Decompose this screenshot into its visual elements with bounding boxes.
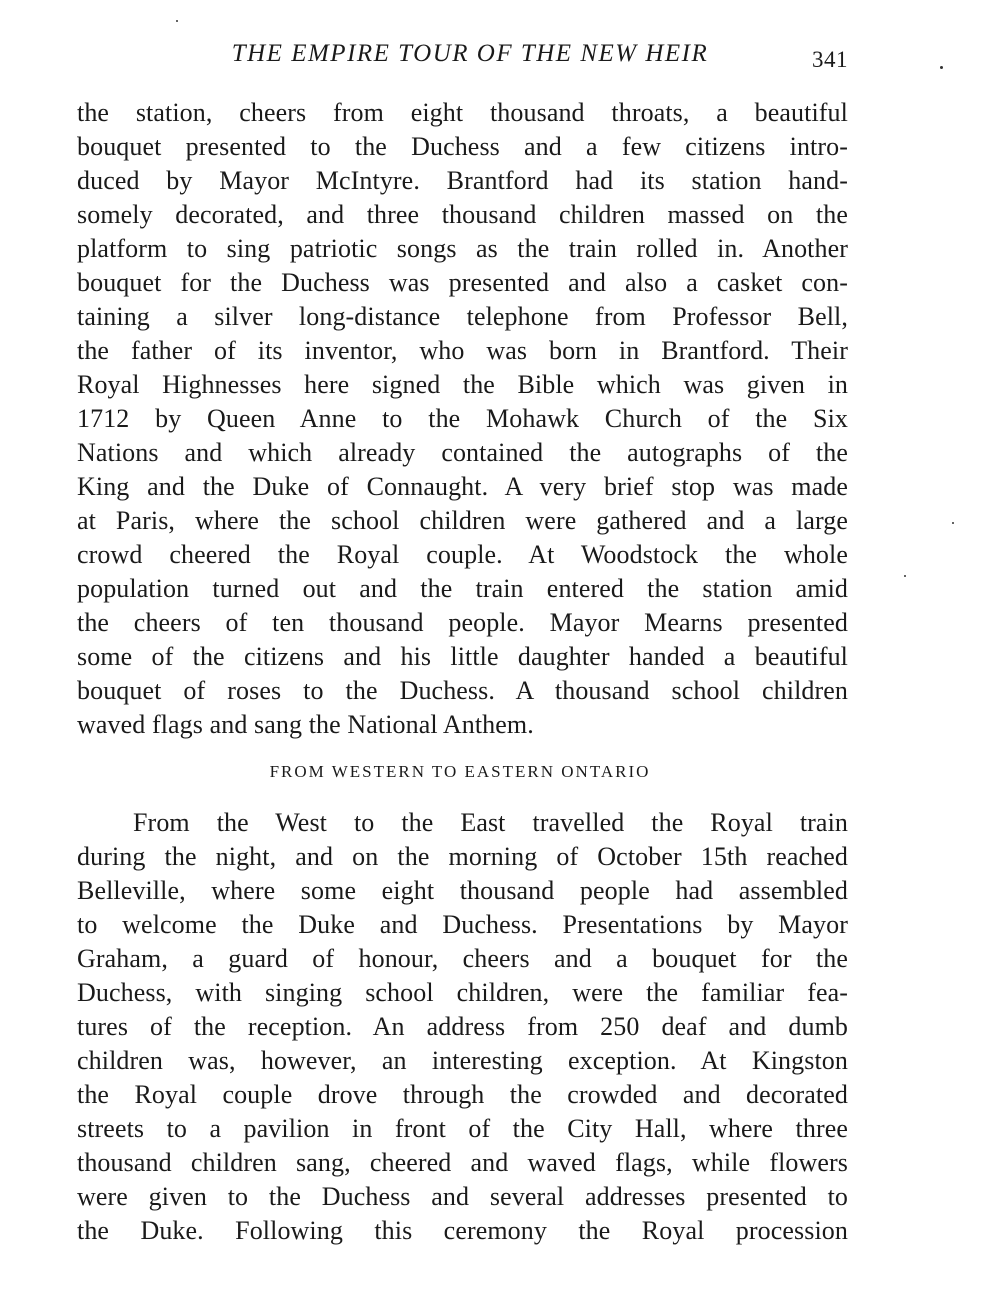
scan-speck [904,575,906,577]
scan-speck [176,20,178,22]
text-line: were given to the Duchess and several addresses presented to [77,1182,848,1211]
text-line: the Duke. Following this ceremony the Royal procession [77,1216,848,1245]
text-line: King and the Duke of Connaught. A very brief stop was made [77,472,848,501]
text-line: platform to sing patriotic songs as the train rolled in. Another [77,234,848,263]
text-line: crowd cheered the Royal couple. At Woodstock the whole [77,540,848,569]
text-line: bouquet for the Duchess was presented and also a casket con- [77,268,848,297]
text-line: bouquet presented to the Duchess and a few citizens intro- [77,132,848,161]
text-line: to welcome the Duke and Duchess. Presentations by Mayor [77,910,848,939]
text-line: at Paris, where the school children were gathered and a large [77,506,848,535]
text-line: children was, however, an interesting exception. At Kingston [77,1046,848,1075]
text-line: some of the citizens and his little daughter handed a beautiful [77,642,848,671]
running-head: THE EMPIRE TOUR OF THE NEW HEIR [231,40,709,67]
text-line: Belleville, where some eight thousand people had assembled [77,876,848,905]
text-line: the cheers of ten thousand people. Mayor Mearns presented [77,608,848,637]
scan-speck [940,66,943,69]
text-line: 1712 by Queen Anne to the Mohawk Church of the Six [77,404,848,433]
text-line: population turned out and the train entered the station amid [77,574,848,603]
text-line: thousand children sang, cheered and waved flags, while flowers [77,1148,848,1177]
text-line: bouquet of roses to the Duchess. A thousand school children [77,676,848,705]
text-line: Graham, a guard of honour, cheers and a bouquet for the [77,944,848,973]
text-line: streets to a pavilion in front of the City Hall, where three [77,1114,848,1143]
text-line: the father of its inventor, who was born in Brantford. Their [77,336,848,365]
text-line: the Royal couple drove through the crowded and decorated [77,1080,848,1109]
text-line: Nations and which already contained the autographs of the [77,438,848,467]
section-heading: FROM WESTERN TO EASTERN ONTARIO [269,762,651,781]
text-line: during the night, and on the morning of October 15th reached [77,842,848,871]
text-line: somely decorated, and three thousand children massed on the [77,200,848,229]
text-line: Duchess, with singing school children, were the familiar fea- [77,978,848,1007]
text-line: duced by Mayor McIntyre. Brantford had its station hand- [77,166,848,195]
text-line: the station, cheers from eight thousand throats, a beautiful [77,98,848,127]
text-line: From the West to the East travelled the Royal train [133,808,848,837]
text-line: Royal Highnesses here signed the Bible which was given in [77,370,848,399]
text-line: waved flags and sang the National Anthem. [77,710,534,739]
page-number: 341 [812,47,848,72]
text-line: tures of the reception. An address from 250 deaf and dumb [77,1012,848,1041]
text-line: taining a silver long-distance telephone from Professor Bell, [77,302,848,331]
scan-speck [952,522,954,524]
